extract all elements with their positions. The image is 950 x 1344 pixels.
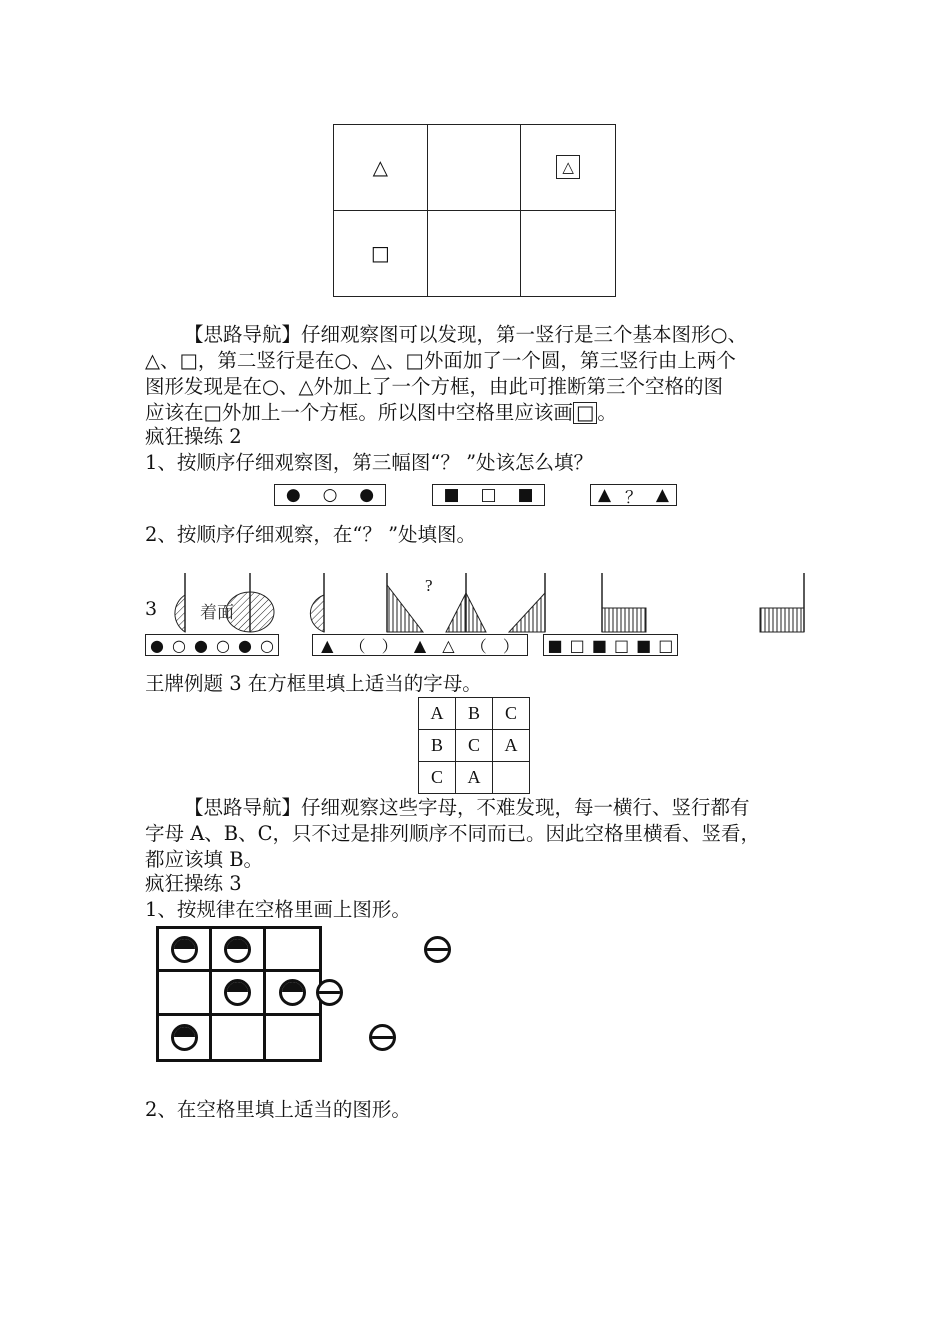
- grid-cell: [212, 929, 265, 972]
- shape: □: [480, 485, 497, 505]
- circle-with-line-icon: [316, 979, 343, 1006]
- circle-with-line-icon: [369, 1024, 396, 1051]
- hint-line: 字母 A、B、C，只不过是排列顺序不同而已。因此空格里横看、竖看，: [145, 822, 761, 845]
- section-heading: 疯狂操练 3: [145, 872, 242, 895]
- flag-circle-1: [175, 573, 185, 632]
- hint-line: △、□，第二竖行是在○、△、□外面加了一个圆，第三竖行由上两个: [145, 349, 736, 372]
- answer-box: □: [573, 402, 597, 424]
- question-mark: ？: [624, 487, 642, 508]
- shape: ▲: [655, 485, 669, 505]
- question-1: 1、按顺序仔细观察图，第三幅图“？ ”处该怎么填？: [145, 451, 594, 474]
- grid-cell: [159, 1016, 212, 1059]
- letter-cell: C: [456, 730, 493, 762]
- letter-cell: C: [419, 762, 456, 794]
- framed-triangle: △: [556, 155, 580, 179]
- shape: ●: [285, 485, 301, 505]
- grid-cell: [212, 1016, 265, 1059]
- grid-cell: [266, 929, 319, 972]
- q3-strip-circles: ● ○ ● ○ ● ○: [145, 634, 279, 656]
- sequence-figures: [140, 565, 820, 640]
- grid-cell-blank: [266, 1016, 319, 1059]
- letter-cell: C: [493, 698, 530, 730]
- hint-line: 图形发现是在○、△外加上了一个方框，由此可推断第三个空格的图: [145, 375, 724, 398]
- half-filled-circle-icon: [171, 1024, 198, 1051]
- shape: ■: [443, 485, 460, 505]
- letter-cell: A: [419, 698, 456, 730]
- hint-line: 【思路导航】仔细观察图可以发现，第一竖行是三个基本图形○、: [184, 323, 748, 346]
- letter-table: [418, 697, 530, 794]
- section-heading: 疯狂操练 2: [145, 425, 242, 448]
- q3-strip-triangles: ▲ （ ） ▲ △ （ ）: [312, 634, 528, 656]
- letter-cell: A: [456, 762, 493, 794]
- question-mark: ?: [425, 576, 433, 595]
- shape: ■: [517, 485, 534, 505]
- flag-circle-3: [310, 573, 324, 632]
- shape: ○: [322, 485, 338, 505]
- example-3-title: 王牌例题 3 在方框里填上适当的字母。: [145, 672, 482, 695]
- grid-cell: [428, 125, 522, 211]
- grid-cell: △: [334, 125, 428, 211]
- flag-triangle-2: [446, 573, 486, 632]
- sequence-strip-squares: [432, 484, 545, 506]
- flag-square-1: [602, 573, 646, 632]
- flag-triangle-1: [387, 573, 423, 632]
- sequence-strip-triangles: [590, 484, 677, 506]
- question-3-number: 3: [145, 598, 158, 620]
- grid-cell: [428, 211, 522, 297]
- grid-cell: [159, 929, 212, 972]
- question-1: 1、按规律在空格里画上图形。: [145, 898, 411, 921]
- letter-cell: B: [419, 730, 456, 762]
- circle-with-line-icon: [424, 936, 451, 963]
- hint-line: 【思路导航】仔细观察这些字母，不难发现，每一横行、竖行都有: [184, 796, 750, 819]
- grid-cell: [212, 972, 265, 1015]
- question-2: 2、按顺序仔细观察，在“？ ”处填图。: [145, 523, 477, 546]
- sequence-strip-circles: [274, 484, 386, 506]
- half-filled-circle-icon: [224, 979, 251, 1006]
- half-filled-circle-icon: [171, 936, 198, 963]
- question-2: 2、在空格里填上适当的图形。: [145, 1098, 411, 1121]
- q3-strip-squares: ■ □ ■ □ ■ □: [543, 634, 678, 656]
- shape: ●: [359, 485, 375, 505]
- flag-square-2: [760, 573, 804, 632]
- question-3-partial: 着面: [200, 603, 234, 623]
- grid-cell: [266, 972, 319, 1015]
- hint-line: 应该在□外加上一个方框。所以图中空格里应该画 □ 。: [145, 401, 617, 424]
- hint-line: 都应该填 B。: [145, 848, 264, 871]
- half-filled-circle-icon: [279, 979, 306, 1006]
- letter-cell: A: [493, 730, 530, 762]
- flag-triangle-3: [509, 573, 545, 632]
- pattern-grid: [333, 124, 616, 297]
- letter-cell: B: [456, 698, 493, 730]
- half-filled-circle-icon: [224, 936, 251, 963]
- grid-cell-blank: [521, 211, 615, 297]
- grid-cell: [159, 972, 212, 1015]
- grid-cell: [521, 125, 615, 211]
- letter-cell-blank: [493, 762, 530, 794]
- shape: ▲: [597, 485, 612, 505]
- grid-cell: □: [334, 211, 428, 297]
- circle-pattern-grid: [156, 926, 322, 1062]
